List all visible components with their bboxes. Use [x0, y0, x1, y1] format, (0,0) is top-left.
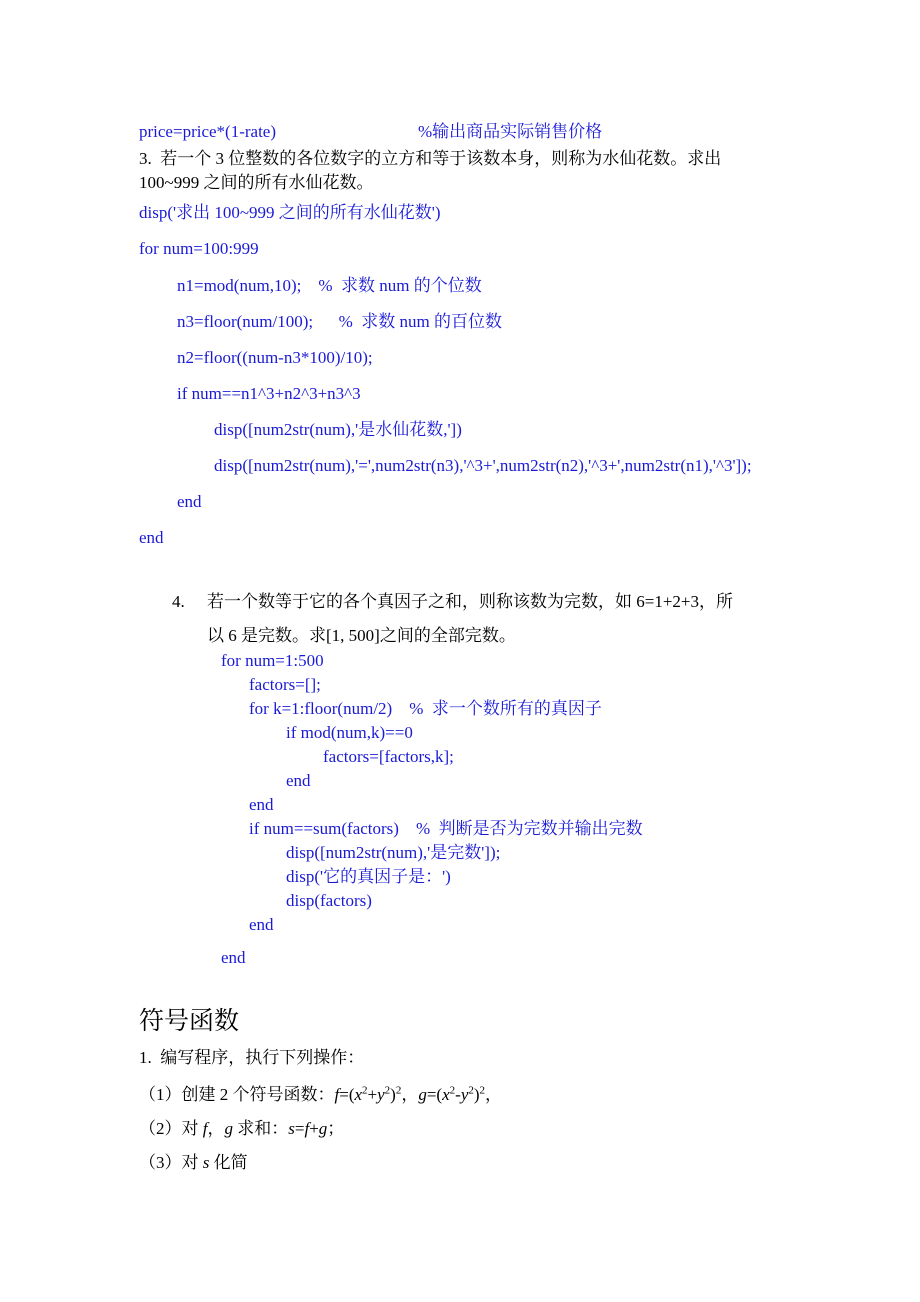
code-line: factors=[]; — [249, 675, 321, 694]
code-line: end — [249, 795, 274, 814]
code-line: end — [177, 492, 202, 511]
section-heading: 符号函数 — [139, 1008, 240, 1035]
code-line: disp(factors) — [286, 891, 372, 910]
code-line: for num=100:999 — [139, 239, 259, 258]
code-line: if num==sum(factors) % 判断是否为完数并输出完数 — [249, 819, 643, 838]
code-line: disp('它的真因子是：') — [286, 867, 451, 886]
question-4-number: 4. — [172, 592, 185, 611]
code-line: disp([num2str(num),'是水仙花数,']) — [214, 420, 462, 439]
code-line: factors=[factors,k]; — [323, 747, 454, 766]
item-1: 1. 编写程序，执行下列操作： — [139, 1048, 365, 1067]
question-3-line-1: 3. 若一个 3 位整数的各位数字的立方和等于该数本身，则称为水仙花数。求出 — [139, 149, 722, 168]
item-1-1: （1）创建 2 个符号函数：$f=(x^2+y^2)^2$，$g=(x^2-y^2)^2$， — [139, 1084, 503, 1104]
code-line: end — [221, 948, 246, 967]
code-price-comment: %输出商品实际销售价格 — [418, 122, 603, 141]
code-line: if mod(num,k)==0 — [286, 723, 413, 742]
item-1-3: （3）对 s 化简 — [139, 1153, 248, 1172]
code-line: disp([num2str(num),'=',num2str(n3),'^3+',num2str(n2),'^3+',num2str(n1),'^3']); — [214, 456, 752, 475]
code-line: end — [286, 771, 311, 790]
question-4-line-2: 以 6 是完数。求[1, 500]之间的全部完数。 — [207, 626, 516, 645]
code-line: n1=mod(num,10); % 求数 num 的个位数 — [177, 276, 482, 295]
code-line: disp([num2str(num),'是完数']); — [286, 843, 501, 862]
question-4-line-1: 若一个数等于它的各个真因子之和，则称该数为完数，如 6=1+2+3，所 — [207, 592, 734, 611]
code-line: for k=1:floor(num/2) % 求一个数所有的真因子 — [249, 699, 602, 718]
code-line: n2=floor((num-n3*100)/10); — [177, 348, 373, 367]
code-price-line: price=price*(1-rate) — [139, 122, 276, 141]
code-line: n3=floor(num/100); % 求数 num 的百位数 — [177, 312, 503, 331]
code-line: end — [139, 528, 164, 547]
question-3-line-2: 100~999 之间的所有水仙花数。 — [139, 173, 374, 192]
code-line: for num=1:500 — [221, 651, 324, 670]
code-line: end — [249, 915, 274, 934]
code-line: disp('求出 100~999 之间的所有水仙花数') — [139, 203, 441, 222]
item-1-2: （2）对 f，g 求和：s=f+g； — [139, 1119, 345, 1138]
code-line: if num==n1^3+n2^3+n3^3 — [177, 384, 361, 403]
